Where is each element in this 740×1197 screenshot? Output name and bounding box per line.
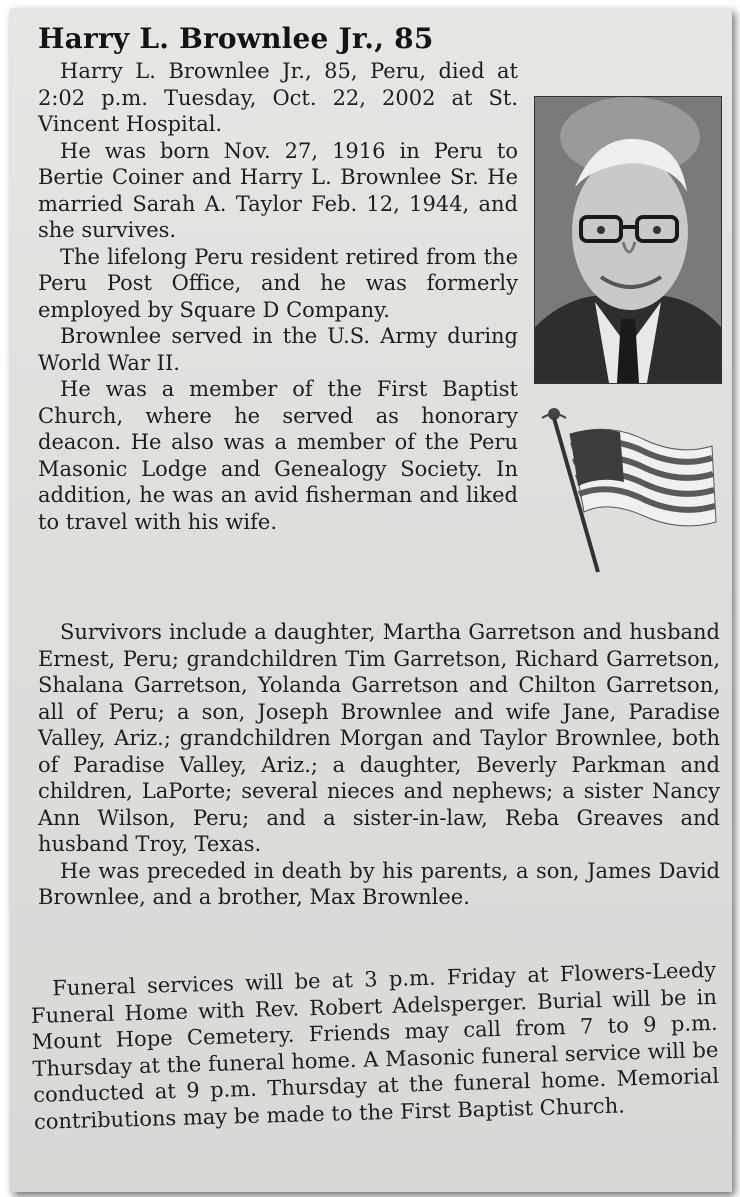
american-flag-icon bbox=[540, 404, 720, 574]
obituary-body-top bbox=[38, 58, 518, 535]
paragraph-preceded: He was preceded in death by his parents, a son, James David Brownlee, and a brother, Max Brownlee. bbox=[38, 858, 720, 909]
paragraph-death-notice: Harry L. Brownlee Jr., 85, Peru, died at 2:02 p.m. Tuesday, Oct. 22, 2002 at St. Vincent Hospital. bbox=[38, 59, 518, 136]
portrait-image bbox=[535, 97, 721, 383]
obituary-body-services bbox=[30, 957, 720, 1135]
paragraph-survivors: Survivors include a daughter, Martha Garretson and husband Ernest, Peru; grandchildren Tim Garretson, Richard Garretson, Shalana Garretson, Yolanda Garretson and Chilton Garretson, all of Peru; a son, Joseph Brownlee and wife Jane, Paradise Valley, Ariz.; grandchildren Morgan and Taylor Brownlee, both of Paradise Valley, Ariz.; a daughter, Beverly Parkman and children, LaPorte; several nieces and nephews; a sister Nancy Ann Wilson, Peru; and a sister-in-law, Reba Greaves and husband Troy, Texas. bbox=[38, 620, 720, 856]
paragraph-memberships: He was a member of the First Baptist Church, where he served as honorary deacon. He also was a member of the Peru Masonic Lodge and Genealogy Society. In addition, he was an avid fisherman and liked to travel with his wife. bbox=[38, 377, 518, 534]
obituary-clipping bbox=[10, 8, 732, 1192]
paragraph-career: The lifelong Peru resident retired from the Peru Post Office, and he was formerly employed by Square D Company. bbox=[38, 244, 518, 322]
paragraph-birth: He was born Nov. 27, 1916 in Peru to Bertie Coiner and Harry L. Brownlee Sr. He married Sarah A. Taylor Feb. 12, 1944, and she survives. bbox=[38, 138, 518, 242]
obituary-body-bottom bbox=[38, 619, 720, 911]
paragraph-military: Brownlee served in the U.S. Army during World War II. bbox=[38, 324, 518, 375]
portrait-photo bbox=[534, 96, 722, 384]
flag-drawing bbox=[540, 404, 720, 574]
obituary-headline: Harry L. Brownlee Jr., 85 bbox=[38, 22, 434, 55]
paragraph-services: Funeral services will be at 3 p.m. Friday at Flowers-Leedy Funeral Home with Rev. Robert Adelsperger. Burial will be in Mount Hope Cemetery. Friends may call from 7 to 9 p.m. Thursday at the funeral home. A Masonic funeral service will be conducted at 9 p.m. Thursday at the funeral home. Memorial contributions may be made to the First Baptist Church. bbox=[30, 957, 720, 1134]
